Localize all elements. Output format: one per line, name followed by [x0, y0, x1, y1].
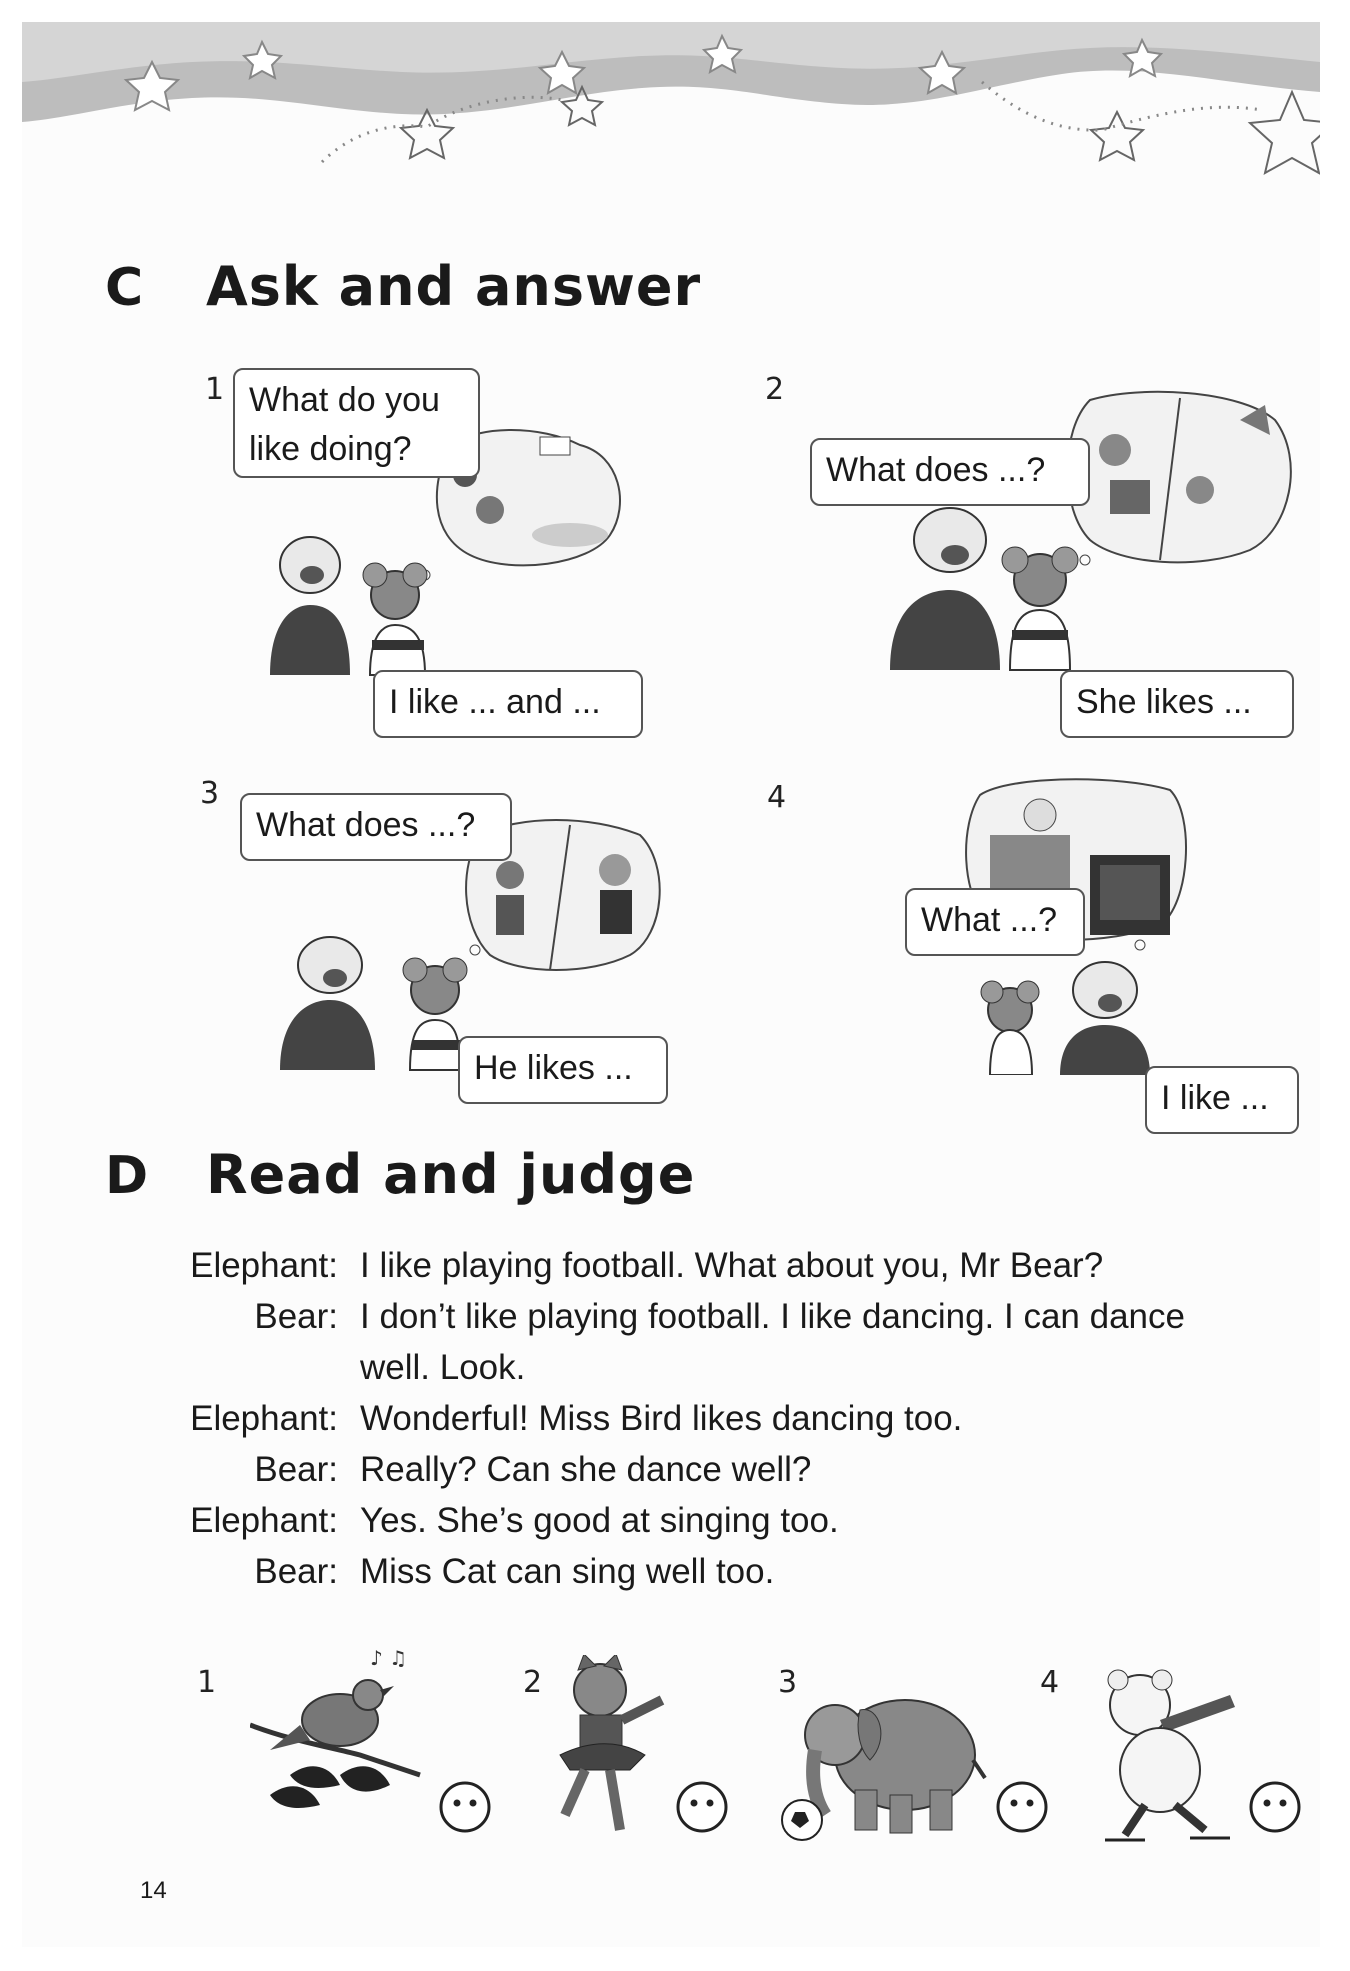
item-1-question-line-1: What do you — [249, 381, 440, 419]
section-c-title: Ask and answer — [206, 255, 702, 318]
dialogue-line: well. Look. — [360, 1348, 526, 1387]
item-4-number: 4 — [767, 780, 787, 815]
dialogue-line: Miss Cat can sing well too. — [360, 1552, 775, 1591]
speaker: Bear: — [254, 1297, 338, 1336]
smiley-face-icon[interactable] — [675, 1780, 729, 1834]
section-d-letter: D — [105, 1146, 150, 1206]
item-2-number: 2 — [765, 372, 785, 407]
item-2-question-bubble: What does ...? — [810, 438, 1090, 506]
speaker: Elephant: — [190, 1246, 338, 1285]
dialogue-row — [190, 1291, 1330, 1393]
dialogue-row — [190, 1495, 1330, 1546]
item-3-question-bubble: What does ...? — [240, 793, 512, 861]
dialogue-row — [190, 1444, 1330, 1495]
smiley-face-icon[interactable] — [1248, 1780, 1302, 1834]
section-c-letter: C — [105, 258, 145, 318]
elephant-football-picture — [780, 1680, 990, 1845]
cat-dancing-picture — [530, 1655, 680, 1835]
item-2-answer-bubble: She likes ... — [1060, 670, 1294, 738]
bear-skating-picture — [1090, 1660, 1250, 1845]
judge-3-number: 3 — [778, 1665, 798, 1700]
item-1-question-bubble — [233, 368, 480, 478]
item-1-number: 1 — [205, 372, 225, 407]
item-2-illustration — [880, 390, 1300, 680]
dialogue-line: I don’t like playing football. I like dancing. I can dance — [360, 1297, 1185, 1336]
bird-singing-picture — [250, 1645, 430, 1820]
dialogue-line: Really? Can she dance well? — [360, 1450, 812, 1489]
section-d-title: Read and judge — [206, 1143, 696, 1206]
item-4-answer-bubble: I like ... — [1145, 1066, 1299, 1134]
dialogue-line: Yes. She’s good at singing too. — [360, 1501, 839, 1540]
dialogue-line-group — [360, 1291, 1330, 1393]
speaker: Bear: — [254, 1450, 338, 1489]
dialogue — [190, 1240, 1330, 1597]
judge-4-number: 4 — [1040, 1665, 1060, 1700]
star-banner — [22, 22, 1320, 212]
page-number: 14 — [140, 1877, 167, 1904]
item-3-answer-bubble: He likes ... — [458, 1036, 668, 1104]
item-4-question-bubble: What ...? — [905, 888, 1085, 956]
item-3-number: 3 — [200, 776, 220, 811]
speaker: Bear: — [254, 1552, 338, 1591]
item-1-answer-bubble: I like ... and ... — [373, 670, 643, 738]
dialogue-line: I like playing football. What about you, Mr Bear? — [360, 1246, 1104, 1285]
svg-text:♪ ♫: ♪ ♫ — [370, 1646, 408, 1670]
item-1-question-line-2: like doing? — [249, 430, 412, 469]
judge-1-number: 1 — [197, 1665, 217, 1700]
dialogue-line: Wonderful! Miss Bird likes dancing too. — [360, 1399, 963, 1438]
smiley-face-icon[interactable] — [995, 1780, 1049, 1834]
judge-2-number: 2 — [523, 1665, 543, 1700]
speaker: Elephant: — [190, 1399, 338, 1438]
dialogue-row — [190, 1546, 1330, 1597]
dialogue-row — [190, 1393, 1330, 1444]
smiley-face-icon[interactable] — [438, 1780, 492, 1834]
speaker: Elephant: — [190, 1501, 338, 1540]
dialogue-row — [190, 1240, 1330, 1291]
